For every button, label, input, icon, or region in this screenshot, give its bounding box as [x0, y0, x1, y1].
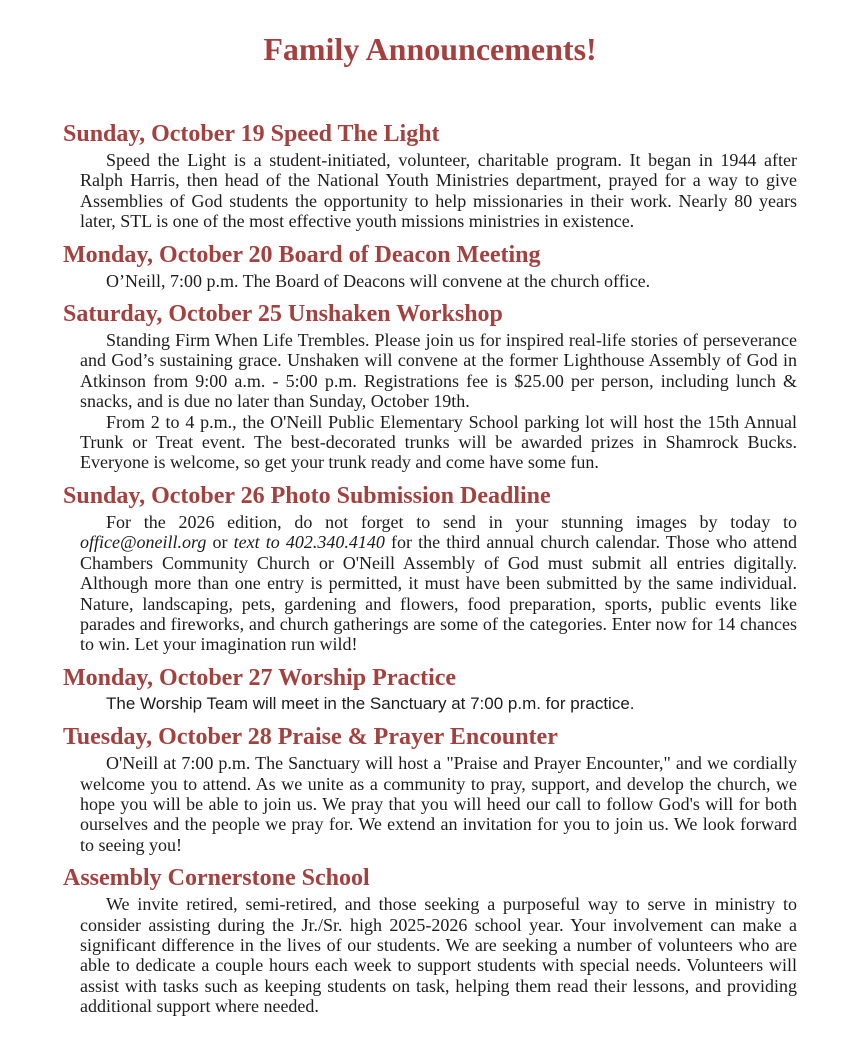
announcements-list — [63, 122, 797, 1017]
paragraph — [80, 694, 797, 714]
text-run: for the third annual church calendar. Those who attend Chambers Community Church or O'Neill Assembly of God must submit all entries digitally. Although more than one entry is permitted, it must have been submitted by the same individual. Nature, landscaping, pets, gardening and flowers, food preparation, sports, public events like parades and fireworks, and church gatherings are some of the categories. Enter now for 14 chances to win. Let your imagination run wild! — [80, 532, 798, 655]
announcement-section — [63, 725, 797, 855]
paragraph — [80, 330, 797, 412]
section-heading: Sunday, October 19 Speed The Light — [63, 121, 440, 147]
italic-text-run: text to 402.340.4140 — [233, 532, 385, 553]
paragraph — [80, 753, 797, 855]
announcement-section — [63, 666, 797, 714]
paragraph — [80, 512, 797, 655]
text-run: We invite retired, semi-retired, and those seeking a purposeful way to serve in ministry to consider assisting during the Jr./Sr. high 2025-2026 school year. Your involvement can make a significant difference in the lives of our students. We are seeking a number of volunteers who are able to dedicate a couple hours each week to support students with special needs. Volunteers will assist with tasks such as keeping students on task, helping them read their lessons, and providing additional support where needed. — [80, 894, 797, 1017]
text-run: For the 2026 edition, do not forget to send in your stunning images by today to — [106, 511, 797, 532]
paragraph — [80, 894, 797, 1016]
text-run: The Worship Team will meet in the Sanctuary at 7:00 p.m. for practice. — [106, 693, 635, 713]
announcement-section — [63, 866, 797, 1016]
text-run: O'Neill at 7:00 p.m. The Sanctuary will host a "Praise and Prayer Encounter," and we cordially welcome you to attend. As we unite as a community to pray, support, and develop the church, we hope you will be able to join us. We pray that you will heed our call to follow God's will for both ourselves and the people we pray for. We extend an invitation for you to join us. We look forward to seeing you! — [80, 753, 797, 855]
text-run: Speed the Light is a student-initiated, volunteer, charitable program. It began in 1944 after Ralph Harris, then head of the National Youth Ministries department, prayed for a way to give Assemblies of God students the opportunity to help missionaries in their work. Nearly 80 years later, STL is one of the most effective youth missions ministries in existence. — [80, 150, 797, 232]
announcement-section — [63, 243, 797, 291]
section-heading: Monday, October 27 Worship Practice — [63, 664, 457, 691]
text-run: Standing Firm When Life Trembles. Please join us for inspired real-life stories of perseverance and God’s sustaining grace. Unshaken will convene at the former Lighthouse Assembly of God in Atkinson from 9:00 a.m. - 5:00 p.m. Registrations fee is $25.00 per person, including lunch & snacks, and is due no later than Sunday, October 19th. — [80, 330, 797, 412]
announcement-section — [63, 484, 797, 655]
paragraph — [80, 150, 797, 232]
announcement-section — [63, 302, 797, 473]
text-run: O’Neill, 7:00 p.m. The Board of Deacons will convene at the church office. — [106, 270, 651, 291]
paragraph — [80, 271, 797, 291]
text-run: From 2 to 4 p.m., the O'Neill Public Elementary School parking lot will host the 15th Annual Trunk or Treat event. The best-decorated trunks will be awarded prizes in Shamrock Bucks. Everyone is welcome, so get your trunk ready and come have some fun. — [80, 411, 797, 473]
section-heading: Assembly Cornerstone School — [63, 865, 370, 892]
page-title: Family Announcements! — [263, 31, 597, 67]
text-run: or — [206, 532, 234, 553]
section-heading: Sunday, October 26 Photo Submission Deadline — [63, 482, 551, 509]
italic-text-run: office@oneill.org — [80, 532, 207, 553]
section-heading: Monday, October 20 Board of Deacon Meeting — [63, 241, 541, 268]
paragraph — [80, 412, 797, 473]
section-heading: Saturday, October 25 Unshaken Workshop — [63, 301, 503, 328]
announcement-section — [63, 122, 797, 232]
section-heading: Tuesday, October 28 Praise & Prayer Encounter — [63, 724, 558, 751]
